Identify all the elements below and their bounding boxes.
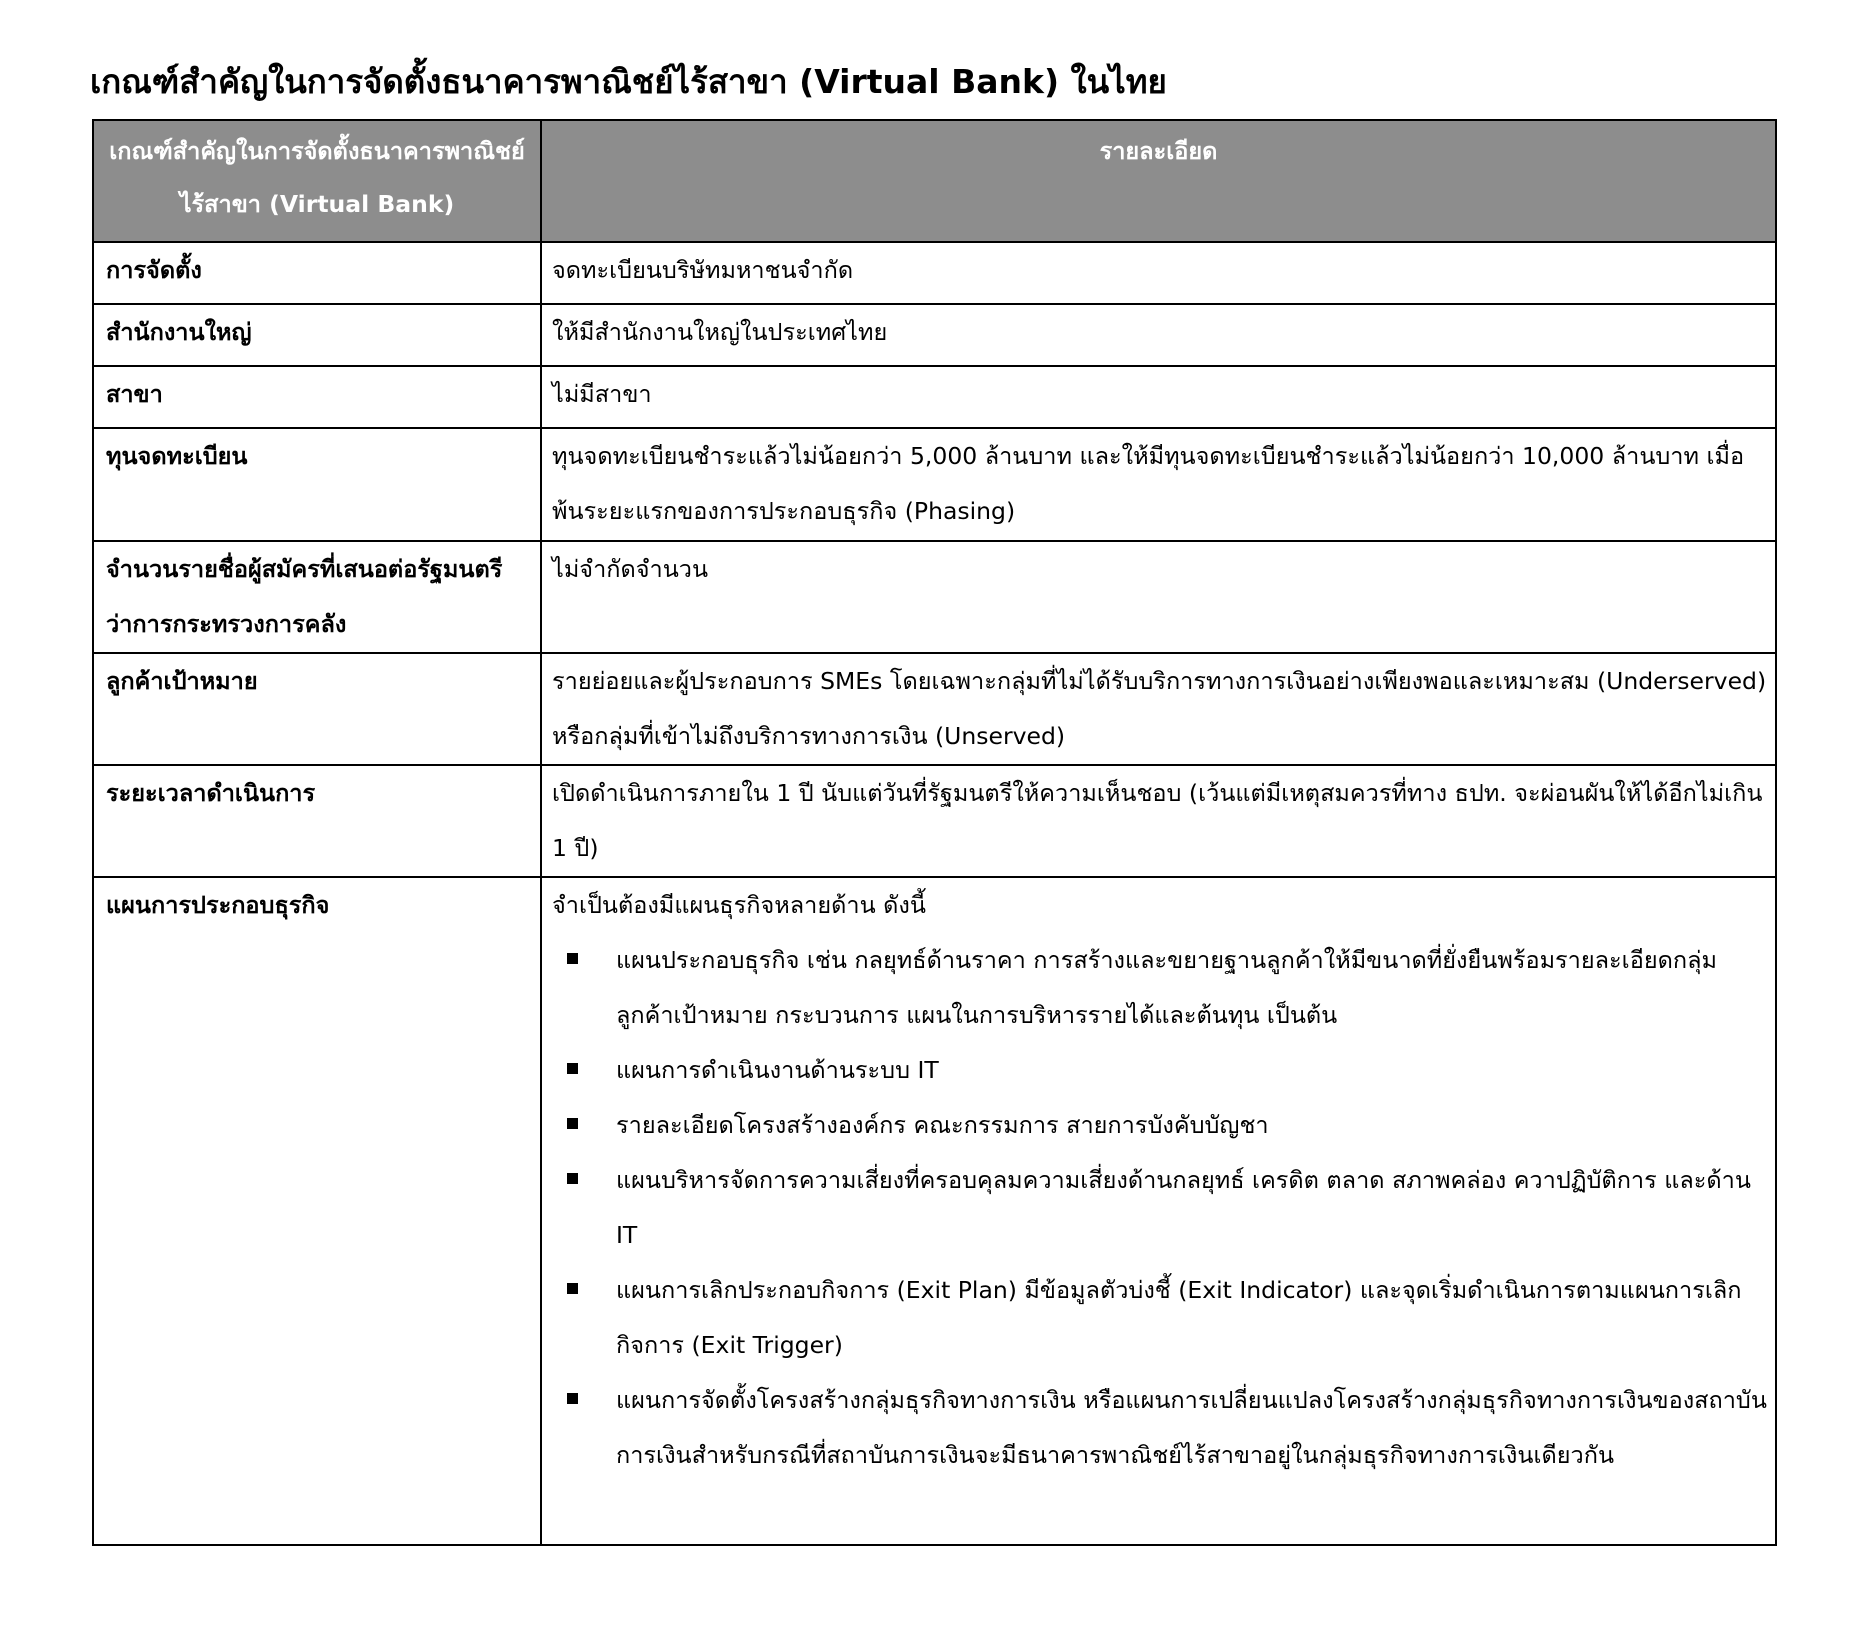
square-bullet-icon [567, 1063, 578, 1074]
criterion-cell: สำนักงานใหญ่ [93, 304, 541, 366]
table-header-row [93, 120, 1776, 242]
list-item [552, 1373, 1767, 1483]
criterion-cell: ทุนจดทะเบียน [93, 428, 541, 541]
list-item-text: แผนการจัดตั้งโครงสร้างกลุ่มธุรกิจทางการเงิน หรือแผนการเปลี่ยนแปลงโครงสร้างกลุ่มธุรกิจทางการเงินของสถาบันการเงินสำหรับกรณีที่สถาบันการเงินจะมีธนาคารพาณิชย์ไร้สาขาอยู่ในกลุ่มธุรกิจทางการเงินเดียวกัน [616, 1386, 1767, 1469]
page-title: เกณฑ์สำคัญในการจัดตั้งธนาคารพาณิชย์ไร้สาขา (Virtual Bank) ในไทย [90, 62, 1167, 101]
criterion-cell: การจัดตั้ง [93, 242, 541, 304]
square-bullet-icon [567, 1173, 578, 1184]
list-item-text: รายละเอียดโครงสร้างองค์กร คณะกรรมการ สายการบังคับบัญชา [616, 1111, 1269, 1139]
list-item [552, 1043, 1767, 1098]
detail-cell: จดทะเบียนบริษัทมหาชนจำกัด [541, 242, 1776, 304]
business-plan-list [552, 933, 1767, 1483]
detail-cell: ไม่มีสาขา [541, 366, 1776, 428]
criterion-cell: ระยะเวลาดำเนินการ [93, 765, 541, 877]
list-item-text: แผนการดำเนินงานด้านระบบ IT [616, 1056, 939, 1084]
square-bullet-icon [567, 953, 578, 964]
square-bullet-icon [567, 1118, 578, 1129]
detail-cell [541, 877, 1776, 1545]
detail-cell: เปิดดำเนินการภายใน 1 ปี นับแต่วันที่รัฐมนตรีให้ความเห็นชอบ (เว้นแต่มีเหตุสมควรที่ทาง ธปท. จะผ่อนผันให้ได้อีกไม่เกิน 1 ปี) [541, 765, 1776, 877]
table-row [93, 541, 1776, 653]
table-row [93, 242, 1776, 304]
criterion-cell: ลูกค้าเป้าหมาย [93, 653, 541, 765]
list-item-text: แผนประกอบธุรกิจ เช่น กลยุทธ์ด้านราคา การสร้างและขยายฐานลูกค้าให้มีขนาดที่ยั่งยืนพร้อมรายละเอียดกลุ่มลูกค้าเป้าหมาย กระบวนการ แผนในการบริหารรายได้และต้นทุน เป็นต้น [616, 946, 1717, 1029]
table-row [93, 366, 1776, 428]
criterion-cell: แผนการประกอบธุรกิจ [93, 877, 541, 1545]
detail-cell: ไม่จำกัดจำนวน [541, 541, 1776, 653]
table-row [93, 653, 1776, 765]
header-detail: รายละเอียด [541, 120, 1776, 242]
list-item-text: แผนบริหารจัดการความเสี่ยงที่ครอบคุลมความเสี่ยงด้านกลยุทธ์ เครดิต ตลาด สภาพคล่อง ควาปฏิบัติการ และด้าน IT [616, 1166, 1751, 1249]
detail-cell: รายย่อยและผู้ประกอบการ SMEs โดยเฉพาะกลุ่มที่ไม่ได้รับบริการทางการเงินอย่างเพียงพอและเหมาะสม (Underserved) หรือกลุ่มที่เข้าไม่ถึงบริการทางการเงิน (Unserved) [541, 653, 1776, 765]
criterion-cell: จำนวนรายชื่อผู้สมัครที่เสนอต่อรัฐมนตรีว่าการกระทรวงการคลัง [93, 541, 541, 653]
list-item-text: แผนการเลิกประกอบกิจการ (Exit Plan) มีข้อมูลตัวบ่งชี้ (Exit Indicator) และจุดเริ่มดำเนินการตามแผนการเลิกกิจการ (Exit Trigger) [616, 1276, 1742, 1359]
square-bullet-icon [567, 1283, 578, 1294]
table-row [93, 877, 1776, 1545]
detail-cell: ให้มีสำนักงานใหญ่ในประเทศไทย [541, 304, 1776, 366]
list-item [552, 1098, 1767, 1153]
criterion-cell: สาขา [93, 366, 541, 428]
criteria-table [92, 119, 1777, 1546]
list-item [552, 1263, 1767, 1373]
header-criterion: เกณฑ์สำคัญในการจัดตั้งธนาคารพาณิชย์ไร้สาขา (Virtual Bank) [93, 120, 541, 242]
list-item [552, 1153, 1767, 1263]
table-row [93, 765, 1776, 877]
detail-cell: ทุนจดทะเบียนชำระแล้วไม่น้อยกว่า 5,000 ล้านบาท และให้มีทุนจดทะเบียนชำระแล้วไม่น้อยกว่า 10,000 ล้านบาท เมื่อพ้นระยะแรกของการประกอบธุรกิจ (Phasing) [541, 428, 1776, 541]
list-item [552, 933, 1767, 1043]
table-row [93, 428, 1776, 541]
business-plan-intro: จำเป็นต้องมีแผนธุรกิจหลายด้าน ดังนี้ [552, 891, 926, 919]
table-row [93, 304, 1776, 366]
square-bullet-icon [567, 1393, 578, 1404]
